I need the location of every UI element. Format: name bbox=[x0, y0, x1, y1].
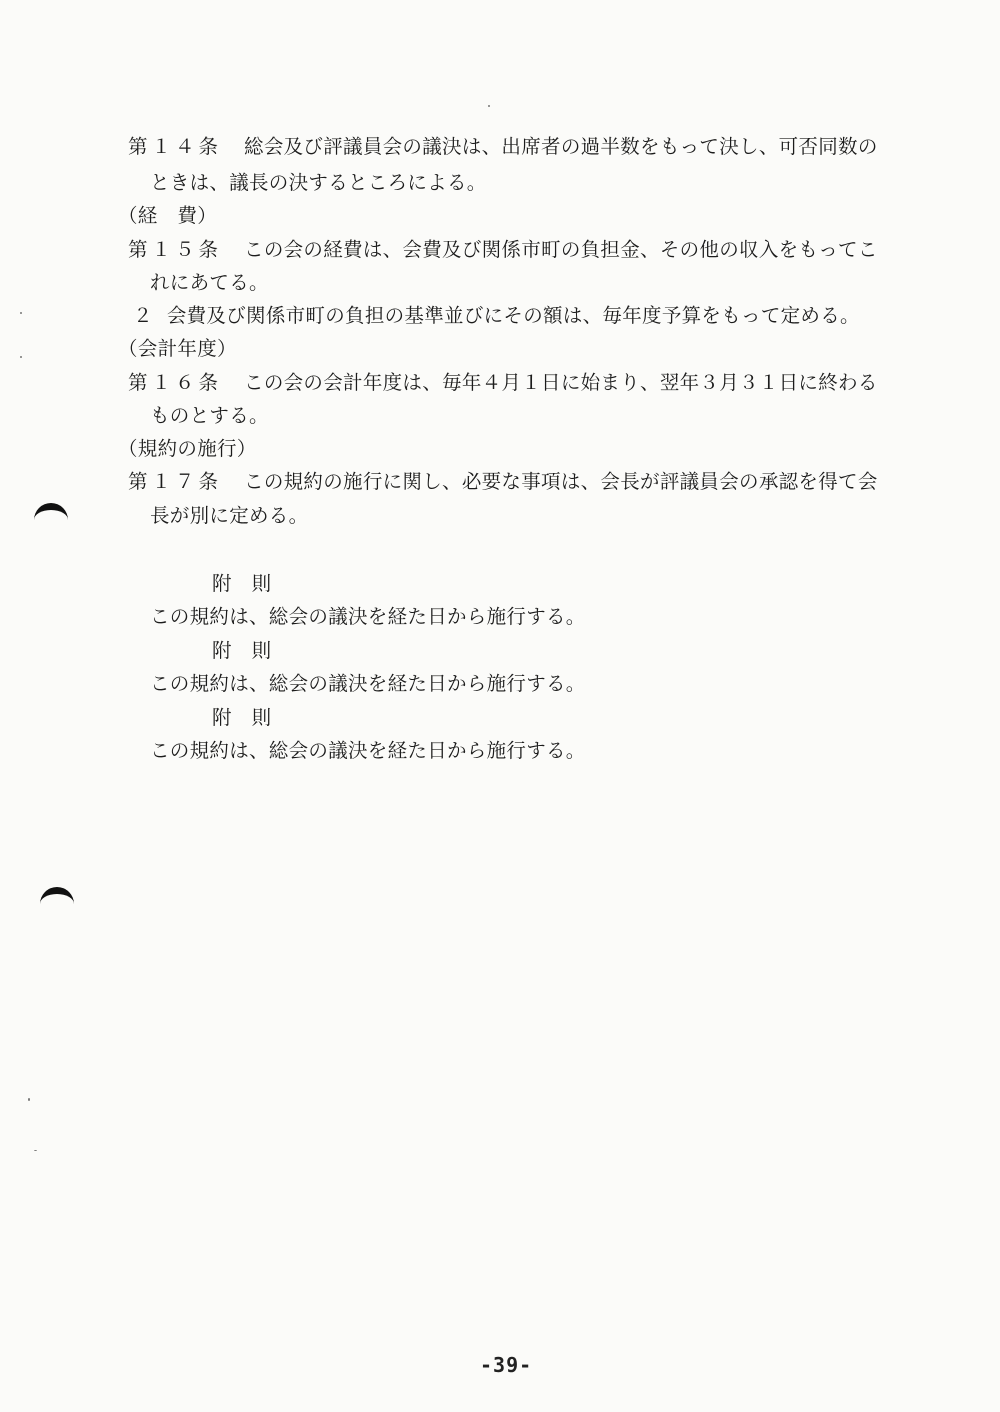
section-heading-enforcement: （規約の施行） bbox=[118, 437, 257, 460]
page-number: -39- bbox=[480, 1353, 533, 1377]
article-17-line-1 bbox=[128, 469, 878, 495]
article-14-line-1 bbox=[128, 134, 878, 160]
punch-hole-mark bbox=[34, 503, 68, 537]
article-text: れにあてる。 bbox=[150, 271, 269, 294]
supplementary-text: この規約は、総会の議決を経た日から施行する。 bbox=[150, 672, 586, 695]
supplementary-text: この規約は、総会の議決を経た日から施行する。 bbox=[150, 739, 586, 762]
article-text: この規約の施行に関し、必要な事項は、会長が評議員会の承認を得て会 bbox=[244, 470, 878, 493]
paragraph-text: 会費及び関係市町の負担の基準並びにその額は、毎年度予算をもって定める。 bbox=[166, 304, 860, 327]
scan-speck bbox=[28, 1098, 30, 1101]
paragraph-number: ２ bbox=[133, 304, 153, 327]
supplementary-heading: 附 則 bbox=[212, 706, 272, 729]
article-text: ものとする。 bbox=[150, 404, 269, 427]
article-number: 第１５条 bbox=[128, 238, 223, 261]
article-text: 長が別に定める。 bbox=[150, 504, 309, 527]
supplementary-text: この規約は、総会の議決を経た日から施行する。 bbox=[150, 605, 586, 628]
article-number: 第１６条 bbox=[128, 371, 223, 394]
supplementary-heading: 附 則 bbox=[212, 572, 272, 595]
scan-speck bbox=[20, 312, 22, 314]
article-number: 第１７条 bbox=[128, 470, 223, 493]
article-16-line-2 bbox=[150, 403, 269, 429]
article-text: この会の経費は、会費及び関係市町の負担金、その他の収入をもってこ bbox=[244, 238, 878, 261]
section-heading-fiscal-year: （会計年度） bbox=[118, 337, 237, 360]
article-15-line-2 bbox=[150, 270, 269, 296]
scan-speck bbox=[20, 356, 22, 358]
article-text: ときは、議長の決するところによる。 bbox=[150, 171, 487, 194]
article-14-line-2 bbox=[150, 170, 487, 196]
supplementary-heading: 附 則 bbox=[212, 639, 272, 662]
article-number: 第１４条 bbox=[128, 135, 223, 158]
article-16-line-1 bbox=[128, 370, 878, 396]
scan-speck bbox=[488, 105, 490, 107]
article-15-line-1 bbox=[128, 237, 878, 263]
article-15-paragraph-2 bbox=[133, 303, 860, 329]
article-text: この会の会計年度は、毎年４月１日に始まり、翌年３月３１日に終わる bbox=[244, 371, 878, 394]
scan-speck bbox=[34, 1150, 37, 1151]
section-heading-expenses: （経 費） bbox=[118, 204, 218, 227]
article-17-line-2 bbox=[150, 503, 308, 529]
article-text: 総会及び評議員会の議決は、出席者の過半数をもって決し、可否同数の bbox=[244, 135, 878, 158]
punch-hole-mark bbox=[40, 887, 74, 921]
